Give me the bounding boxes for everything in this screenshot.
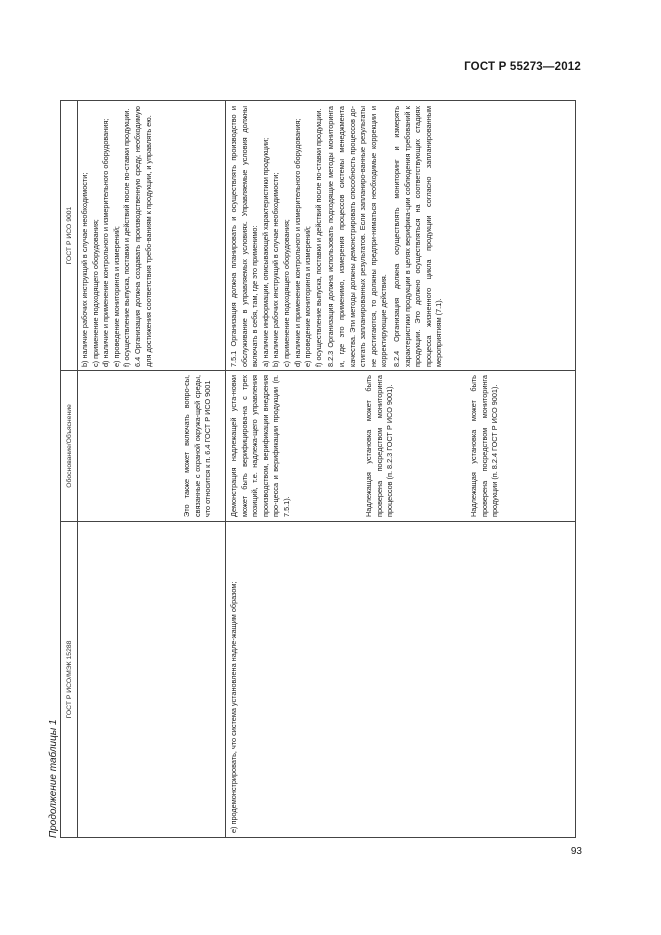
row-divider: [225, 101, 226, 837]
iso-line: e) проведение мониторинга и измерений;: [111, 226, 121, 367]
iso-line: a) наличие информации, описывающей характеристики продукции;: [260, 137, 270, 367]
iso-line: f) осуществление выпуска, поставки и действий после по-ставки продукции.: [122, 108, 132, 367]
table-header-row: [61, 101, 78, 837]
iso-line: f) осуществление выпуска, поставки и действий после по-ставки продукции.: [313, 108, 323, 367]
justification-cell-top: Это также может включать вопро-сы, связанные с охраной окружа-щей среды, что относится к п. 6.4 ГОСТ Р ИСО 9001: [182, 375, 213, 517]
justification-cell-3: Надлежащая установка может быть проверена посредством мониторинга продукции (п. 8.2.4 ГОСТ Р ИСО 9001).: [469, 375, 500, 517]
iso-line: d) наличие и применение контрольного и измерительного оборудования;: [292, 118, 302, 367]
iso-line: b) наличие рабочих инструкций в случае необходимости;: [80, 172, 89, 367]
iso-line: 7.5.1 Организация должна планировать и осуществлять производство и обслуживание в управляемых условиях. Управляемые условия должны включать в себя, там, где это применимо:: [229, 106, 260, 367]
iso-line: c) применение подходящего оборудования;: [90, 219, 100, 367]
iso-line: b) наличие рабочих инструкций в случае необходимости;: [271, 172, 281, 367]
iso-cell-top: [80, 106, 154, 367]
iso-line: 6.4 Организация должна создавать производственную среду, необходимую для достижения соответствия требо-ваниям к продукции, и управлять ею.: [132, 106, 153, 367]
column-header-justification: Обоснование/Объяснение: [61, 370, 77, 521]
column-divider: [77, 370, 575, 371]
standard-code: ГОСТ Р 55273—2012: [464, 61, 581, 73]
page-number: 93: [570, 846, 582, 857]
table-caption: Продолжение таблицы 1: [48, 719, 59, 838]
iec-cell-bottom: e) продемонстрировать, что система установлена надле-жащим образом;: [229, 581, 238, 833]
column-divider: [77, 521, 575, 522]
iso-line: d) наличие и применение контрольного и измерительного оборудования;: [101, 118, 111, 367]
iso-line: c) применение подходящего оборудования;: [281, 219, 291, 367]
iso-line: 8.2.3 Организация должна использовать подходящие методы мониторинга и, где это применимо, измерения процессов системы менеджмента качества. Эти методы должны демонстрировать способность процессов до-стигать запланированных результатов. Если запланиро-ванные результаты не достигаются, то должны предпри-ниматься необходимые коррекции и корректирующие действия.: [326, 106, 389, 367]
iso-line: 8.2.4 Организация должна осуществлять мониторинг и измерять характеристики продукции в целях верифика-ции соблюдения требований к продукции. Это должно осуществляться на соответствующих стадиях процесса жизненного цикла продукции согласно запланированным мероприятиям (7.1).: [391, 106, 444, 367]
justification-cell-1: Демонстрация надлежащей уста-новки может быть верифицирова-на с трех позиций, т.е. надлежа-щего управления производством, верификации внедрения про-цесса и верификации продукции (п. 7.5.1).: [229, 375, 291, 517]
column-header-iso-9001: ГОСТ Р ИСО 9001: [65, 206, 73, 265]
rotated-table-sheet: [46, 100, 576, 838]
comparison-table: [60, 100, 576, 838]
column-header-iec-15288: ГОСТ Р ИСО/МЭК 15288: [61, 521, 77, 837]
iso-line: e) проведение мониторинга и измерений;: [303, 226, 313, 367]
justification-cell-2: Надлежащая установка может быть проверена посредством мониторинга процессов (п. 8.2.3 ГОСТ Р ИСО 9001).: [364, 375, 395, 517]
iso-cell-bottom: [229, 106, 445, 367]
